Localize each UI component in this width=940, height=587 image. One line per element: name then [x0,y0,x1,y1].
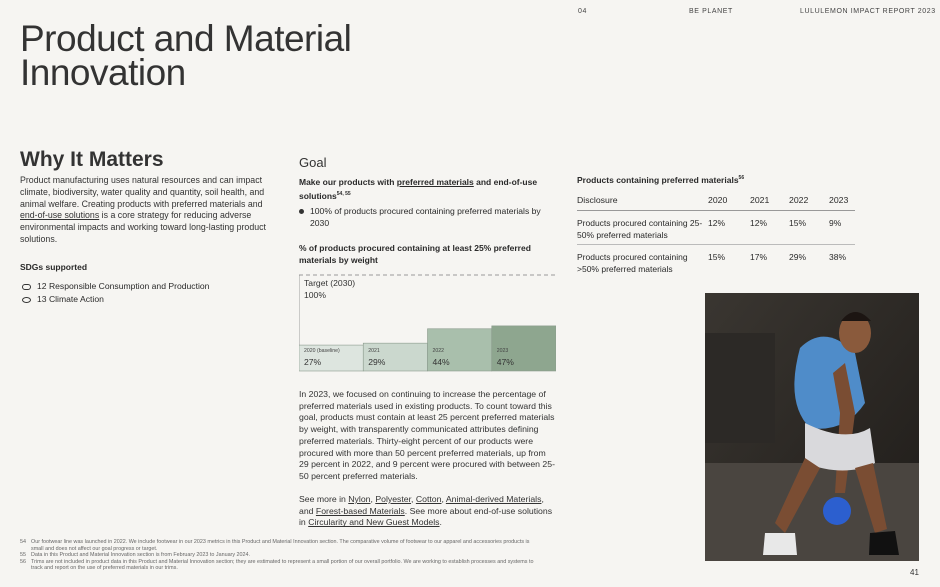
bar-category-label: 2022 [432,348,445,354]
athlete-photo [705,293,919,561]
circularity-link[interactable]: Circularity and New Guest Models [308,517,440,528]
table-cell: 12% [708,218,726,228]
footnote: 54 Our footwear line was launched in 2022. We include footwear in our 2023 metrics in this Product and Material Innovation section. The comparative volume of footwear to our apparel and accessories products is small and does not affect our goal progress or target. [20,539,530,552]
footnote: 55 Data in this Product and Material Innovation section is from February 2023 to January 2024. [20,552,251,558]
bar-category-label: 2021 [368,348,380,354]
sdg-heading: SDGs supported [20,262,88,272]
goal-heading: Goal [299,155,327,170]
animal-derived-link[interactable]: Animal-derived Materials [445,494,542,504]
target-value-label: 100% [304,290,326,300]
bar-value-label: 47% [496,357,514,367]
table-header: 2023 [829,193,855,211]
cotton-link[interactable]: Cotton [415,494,442,504]
table-cell: 29% [789,252,807,262]
bar-value-label: 29% [368,357,386,367]
why-heading: Why It Matters [20,148,164,171]
footnote: 56 Trims are not included in product data in this Product and Material Innovation section; they are estimated to represent a small portion of our overall portfolio. We are working to establish processes and systems to track and report on the use of preferred materials in our trims. [20,558,534,571]
goal-subheading: Make our products with preferred materials and end-of-use solutions$^{54, 55}$ [299,177,538,201]
eye-icon [22,297,31,303]
table-row [577,211,855,245]
see-more-paragraph: See more in Nylon, Polyester, Cotton, Animal-derived Materials, and Forest-based Materials. See more about end-of-use solutions in Circularity and New Guest Models. [299,494,553,528]
target-label: Target (2030) [304,278,356,288]
page-section-number: 04 [578,8,587,15]
table-cell: 15% [708,252,726,262]
sdg-item: 12 Responsible Consumption and Production [22,280,209,293]
report-title: LULULEMON IMPACT REPORT 2023 [800,8,936,15]
table-header-row [577,193,855,211]
section-label: BE PLANET [689,8,733,15]
bar-value-label: 44% [432,357,450,367]
infinity-icon [22,284,31,290]
footnotes [20,539,540,572]
sdg-list [22,280,209,306]
page-number: 41 [910,568,919,577]
table-header: 2021 [750,193,789,211]
sdg-item: 13 Climate Action [22,293,209,306]
materials-bar-chart [299,272,556,372]
bullet-icon [299,209,304,214]
forest-based-link[interactable]: Forest-based Materials [315,505,405,516]
end-of-use-link[interactable]: end-of-use solutions [20,210,100,221]
table-cell: 17% [750,252,768,262]
table-header: Disclosure [577,193,708,211]
goal-bullet: 100% of products procured containing preferred materials by 2030 [299,206,554,229]
why-body: Product manufacturing uses natural resources and can impact climate, biodiversity, water quality and quantity, soil health, and animal welfare. Creating products with preferred materials and end-of-use solutions is a core strategy for reducing adverse environmental impacts and working toward long-lasting product solutions. [20,175,266,244]
table-heading: Products containing preferred materials$^{56}$ [577,175,745,185]
table-cell: Products procured containing 25-50% preferred materials [577,218,703,240]
bar-category-label: 2020 (baseline) [304,348,340,354]
chart-heading: % of products procured containing at least 25% preferred materials by weight [299,243,531,265]
table-header: 2020 [708,193,750,211]
progress-paragraph: In 2023, we focused on continuing to increase the percentage of preferred materials used in existing products. To count toward this goal, products must contain at least 25 percent preferred materials by weight, with transparently communicated attributes defining preferred materials. Thirty-eight percent of our products were procured with more than 50 percent preferred materials, up from 29 percent in 2022, and 9 percent were procured with between 25-50 percent preferred materials. [299,389,555,481]
page-title: Product and Material Innovation [20,18,352,93]
nylon-link[interactable]: Nylon [348,494,371,504]
table-cell: 38% [829,252,847,262]
materials-table [577,193,855,278]
preferred-materials-link[interactable]: preferred materials [396,177,474,187]
table-cell: Products procured containing >50% preferred materials [577,252,688,274]
table-cell: 15% [789,218,807,228]
polyester-link[interactable]: Polyester [375,494,412,504]
table-row [577,245,855,278]
table-cell: 9% [829,218,842,228]
bar-category-label: 2023 [496,348,509,354]
bar-value-label: 27% [304,357,322,367]
table-cell: 12% [750,218,768,228]
table-header: 2022 [789,193,829,211]
